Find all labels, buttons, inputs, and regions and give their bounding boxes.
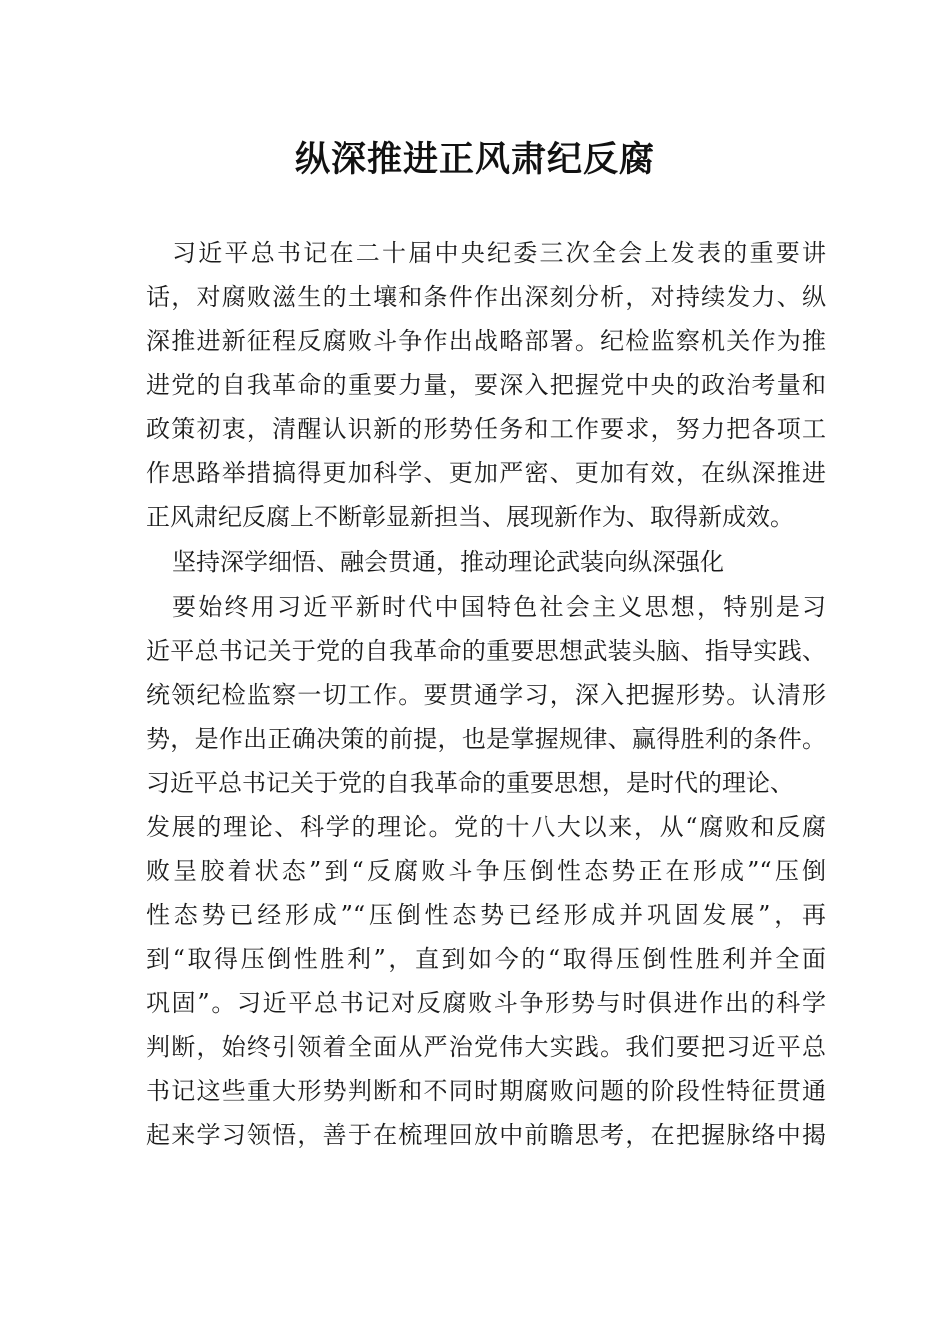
document-title: 纵深推进正风肃纪反腐 [294,139,655,180]
paragraph-1-line-5: 政策初衷，清醒认识新的形势任务和工作要求，努力把各项工 [146,415,826,443]
paragraph-2-line-9: 到“取得压倒性胜利”，直到如今的“取得压倒性胜利并全面 [146,945,826,973]
paragraph-1-line-1: 习近平总书记在二十届中央纪委三次全会上发表的重要讲 [172,239,826,267]
paragraph-2-line-2: 近平总书记关于党的自我革命的重要思想武装头脑、指导实践、 [146,637,826,665]
paragraph-1-line-3: 深推进新征程反腐败斗争作出战略部署。纪检监察机关作为推 [146,327,826,355]
paragraph-1-line-4: 进党的自我革命的重要力量，要深入把握党中央的政治考量和 [146,371,826,399]
paragraph-2-line-3: 统领纪检监察一切工作。要贯通学习，深入把握形势。认清形 [146,681,826,709]
paragraph-2-line-1: 要始终用习近平新时代中国特色社会主义思想，特别是习 [172,593,826,621]
section-heading: 坚持深学细悟、融会贯通，推动理论武装向纵深强化 [172,548,724,576]
paragraph-2-line-8: 性态势已经形成”“压倒性态势已经形成并巩固发展”，再 [146,901,826,929]
paragraph-1-line-7: 正风肃纪反腐上不断彰显新担当、展现新作为、取得新成效。 [146,503,794,531]
paragraph-2-line-7: 败呈胶着状态”到“反腐败斗争压倒性态势正在形成”“压倒 [146,857,826,885]
paragraph-2-line-11: 判断，始终引领着全面从严治党伟大实践。我们要把习近平总 [146,1033,826,1061]
paragraph-1-line-6: 作思路举措搞得更加科学、更加严密、更加有效，在纵深推进 [146,459,826,487]
paragraph-1-line-2: 话，对腐败滋生的土壤和条件作出深刻分析，对持续发力、纵 [146,283,826,311]
paragraph-2-line-12: 书记这些重大形势判断和不同时期腐败问题的阶段性特征贯通 [146,1077,826,1105]
paragraph-2-line-13: 起来学习领悟，善于在梳理回放中前瞻思考，在把握脉络中揭 [146,1121,826,1149]
paragraph-2-line-6: 发展的理论、科学的理论。党的十八大以来，从“腐败和反腐 [146,813,826,841]
paragraph-2-line-4: 势，是作出正确决策的前提，也是掌握规律、赢得胜利的条件。 [146,725,826,753]
paragraph-2-line-5: 习近平总书记关于党的自我革命的重要思想，是时代的理论、 [146,769,794,797]
paragraph-2-line-10: 巩固”。习近平总书记对反腐败斗争形势与时俱进作出的科学 [146,989,826,1017]
